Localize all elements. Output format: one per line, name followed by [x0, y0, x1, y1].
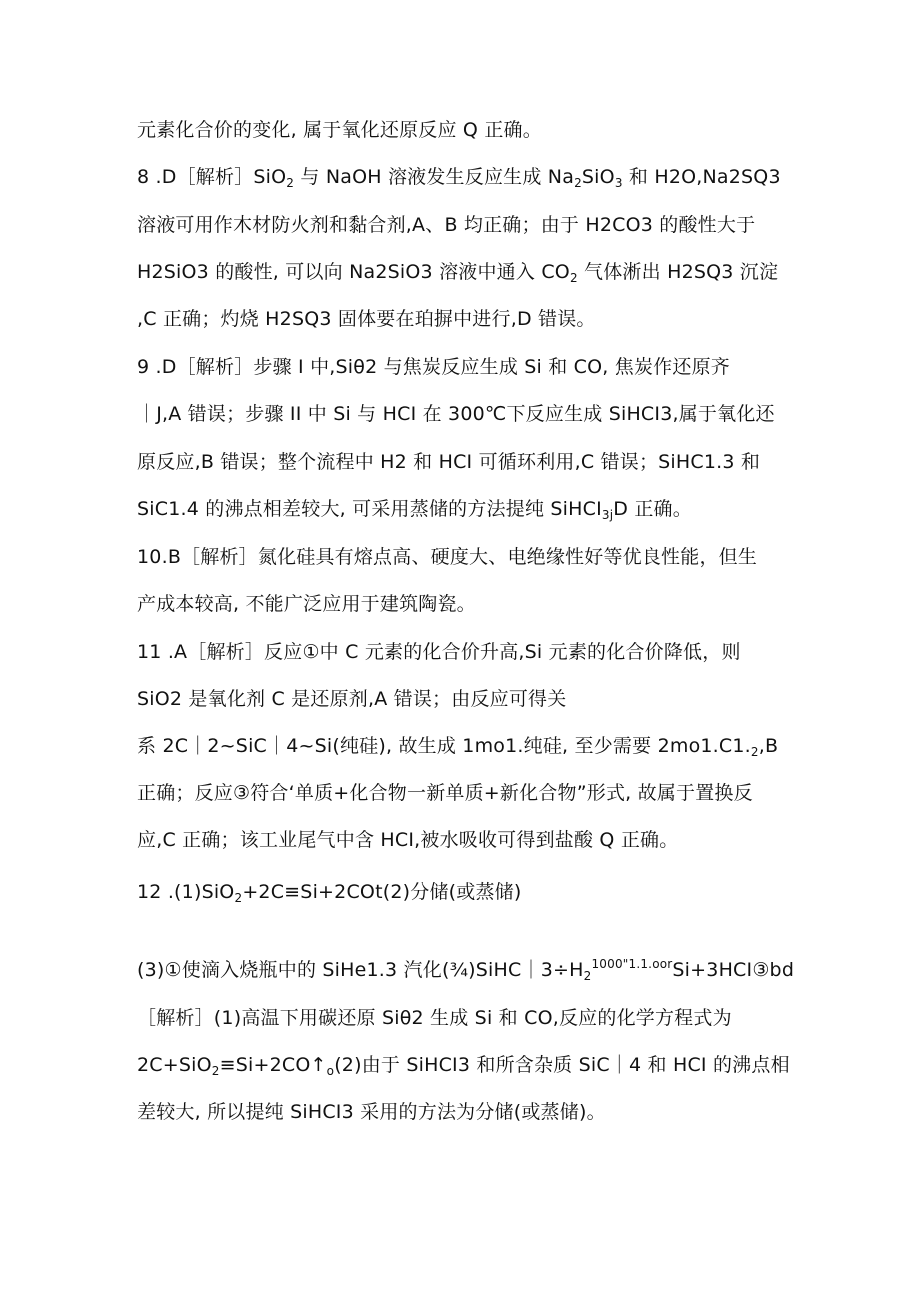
text-run: 系 2C｜2~SiC｜4~Si(纯硅), 故生成 1mo1.纯硅, 至少需要 2mo1.C1.: [137, 735, 751, 757]
text-run: 差较大, 所以提纯 SiHCI3 采用的方法为分储(或蒸储)。: [137, 1101, 606, 1123]
text-line: [137, 118, 542, 142]
text-line: [137, 958, 794, 982]
text-run: Si+3HCI③bd: [672, 959, 795, 981]
text-run: 和 H2O,Na2SQ3: [622, 166, 781, 188]
subscript: 3j: [601, 508, 614, 522]
text-line: [137, 1006, 732, 1030]
text-run: ≡Si+2CO↑: [219, 1054, 327, 1076]
text-line: [137, 165, 781, 189]
subscript: 2: [569, 271, 578, 285]
subscript: 2: [234, 891, 243, 905]
text-run: 溶液可用作木材防火剂和黏合剂,A、B 均正确；由于 H2CO3 的酸性大于: [137, 214, 756, 236]
text-line: [137, 781, 753, 805]
text-run: ,C 正确；灼烧 H2SQ3 固体要在珀摒中进行,D 错误。: [137, 308, 596, 330]
text-run: 气体淅出 H2SQ3 沉淀: [577, 261, 779, 283]
text-run: 8 .D［解析］SiO: [137, 166, 287, 188]
text-run: 产成本较高, 不能广泛应用于建筑陶瓷。: [137, 593, 476, 615]
text-run: ｜J,A 错误；步骤 II 中 Si 与 HCI 在 300℃下反应生成 SiHCI3,属于氧化还: [137, 403, 775, 425]
subscript: o: [326, 1064, 335, 1078]
text-run: H2SiO3 的酸性, 可以向 Na2SiO3 溶液中通入 CO: [137, 261, 570, 283]
text-run: SiO: [581, 166, 615, 188]
subscript: 2: [211, 1064, 220, 1078]
text-line: [137, 213, 755, 237]
text-run: ［解析］(1)高温下用碳还原 Siθ2 生成 Si 和 CO,反应的化学方程式为: [137, 1007, 732, 1029]
text-line: [137, 592, 476, 616]
text-line: [137, 734, 778, 758]
text-run: D 正确。: [613, 498, 692, 520]
text-line: [137, 828, 678, 852]
text-line: [137, 402, 775, 426]
text-run: 12 .(1)SiO: [137, 881, 235, 903]
text-line: [137, 687, 566, 711]
text-run: (2)由于 SiHCI3 和所含杂质 SiC｜4 和 HCI 的沸点相: [334, 1054, 790, 1076]
subscript: 2: [750, 745, 759, 759]
superscript: 1000"1.1.oor: [591, 957, 673, 971]
subscript: 2: [286, 176, 295, 190]
text-line: [137, 450, 760, 474]
text-run: (3)①使滴入烧瓶中的 SiHe1.3 汽化(¾)SiHC｜3÷H: [137, 959, 584, 981]
text-run: +2C≡Si+2COt(2)分储(或蒸储): [242, 881, 522, 903]
text-line: [137, 355, 730, 379]
subscript: 3: [614, 176, 623, 190]
text-run: 正确；反应③符合‘单质+化合物一新单质+新化合物”形式, 故属于置换反: [137, 782, 753, 804]
subscript: 2: [583, 969, 592, 983]
text-run: 10.B［解析］氮化硅具有熔点高、硬度大、电绝缘性好等优良性能，但生: [137, 546, 758, 568]
text-line: [137, 880, 521, 904]
subscript: 2: [574, 176, 582, 190]
text-line: [137, 1053, 790, 1077]
text-line: [137, 497, 692, 521]
text-run: ,B: [758, 735, 779, 757]
text-run: 9 .D［解析］步骤 I 中,Siθ2 与焦炭反应生成 Si 和 CO, 焦炭作还原齐: [137, 356, 730, 378]
text-run: SiO2 是氧化剂 C 是还原剂,A 错误；由反应可得关: [137, 688, 567, 710]
text-run: 与 NaOH 溶液发生反应生成 Na: [294, 166, 575, 188]
text-line: [137, 545, 757, 569]
text-run: 元素化合价的变化, 属于氧化还原反应 Q 正确。: [137, 119, 542, 141]
text-run: 11 .A［解析］反应①中 C 元素的化合价升高,Si 元素的化合价降低，则: [137, 641, 741, 663]
text-line: [137, 1100, 606, 1124]
text-run: 应,C 正确；该工业尾气中含 HCI,被水吸收可得到盐酸 Q 正确。: [137, 829, 679, 851]
text-run: 原反应,B 错误；整个流程中 H2 和 HCI 可循环利用,C 错误；SiHC1.3 和: [137, 451, 761, 473]
text-run: SiC1.4 的沸点相差较大, 可采用蒸储的方法提纯 SiHCI: [137, 498, 602, 520]
text-line: [137, 260, 778, 284]
text-run: 2C+SiO: [137, 1054, 212, 1076]
text-line: [137, 307, 596, 331]
text-line: [137, 640, 741, 664]
